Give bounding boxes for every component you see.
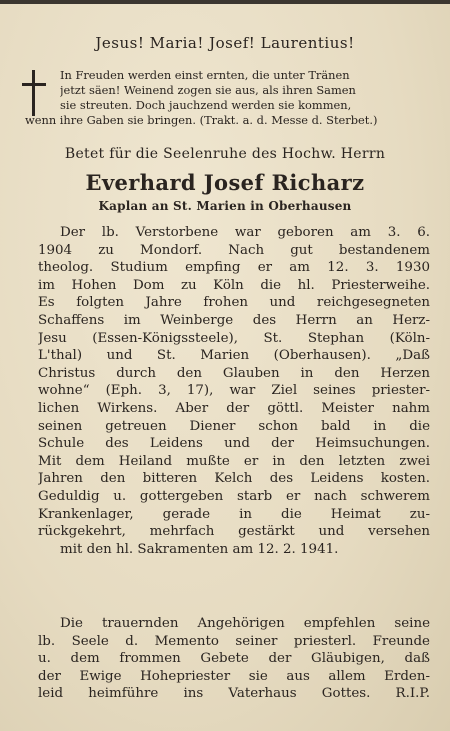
verse-line: sie streuten. Doch jauchzend werden sie kommen, (60, 98, 352, 112)
cross-icon (22, 70, 46, 116)
closing-line: leid heimführe ins Vaterhaus Gottes. R.I.P. (38, 686, 430, 702)
bio-line: 1904 zu Mondorf. Nach gut bestandenem (38, 242, 430, 258)
bio-line: im Hohen Dom zu Köln die hl. Priesterweihe. (38, 277, 430, 293)
biography (38, 224, 430, 558)
bio-line: wohne“ (Eph. 3, 17), war Ziel seines priester- (38, 383, 430, 399)
bio-line: theolog. Studium empfing er am 12. 3. 1930 (38, 260, 430, 276)
prayer-request: Betet für die Seelenruhe des Hochw. Herrn (64, 146, 386, 162)
deceased-name: Everhard Josef Richarz (85, 170, 365, 195)
invocation-heading: Jesus! Maria! Josef! Laurentius! (95, 34, 355, 52)
verse-line: wenn ihre Gaben sie bringen. (Trakt. a. d. Messe d. Sterbet.) (25, 113, 378, 127)
closing-text (38, 615, 430, 703)
bio-line: rückgekehrt, mehrfach gestärkt und versehen (38, 524, 430, 540)
bio-line: Christus durch den Glauben in den Herzen (38, 365, 430, 381)
bio-line: seinen getreuen Diener schon bald in die (38, 418, 430, 434)
bio-line: lichen Wirkens. Aber der göttl. Meister nahm (38, 400, 430, 416)
closing-line: u. dem frommen Gebete der Gläubigen, daß (38, 651, 430, 667)
bio-line: Der lb. Verstorbene war geboren am 3. 6. (60, 225, 430, 240)
closing-line: Die trauernden Angehörigen empfehlen seine (60, 616, 430, 631)
scripture-verse (25, 68, 440, 128)
bio-line: Mit dem Heiland mußte er in den letzten zwei (38, 453, 430, 469)
bio-line: Jahren den bitteren Kelch des Leidens kosten. (38, 471, 430, 487)
bio-line: Schule des Leidens und der Heimsuchungen. (38, 436, 430, 452)
bio-line: L'thal) und St. Marien (Oberhausen). „Daß (38, 348, 430, 364)
bio-line: Es folgten Jahre frohen und reichgesegneten (38, 295, 430, 311)
verse-line: In Freuden werden einst ernten, die unter Tränen (60, 68, 350, 82)
bio-line: Schaffens im Weinberge des Herrn an Herz- (38, 312, 430, 328)
deceased-role: Kaplan an St. Marien in Oberhausen (98, 199, 352, 213)
bio-line: Krankenlager, gerade in die Heimat zu- (38, 506, 430, 522)
closing-line: lb. Seele d. Memento seiner priesterl. Freunde (38, 633, 430, 649)
bio-line: Jesu (Essen-Königssteele), St. Stephan (Köln- (38, 330, 430, 346)
bio-line: mit den hl. Sakramenten am 12. 2. 1941. (60, 541, 339, 557)
closing-line: der Ewige Hohepriester sie aus allem Erden- (38, 668, 430, 684)
verse-line: jetzt säen! Weinend zogen sie aus, als ihren Samen (60, 83, 356, 97)
bio-line: Geduldig u. gottergeben starb er nach schwerem (38, 488, 430, 504)
